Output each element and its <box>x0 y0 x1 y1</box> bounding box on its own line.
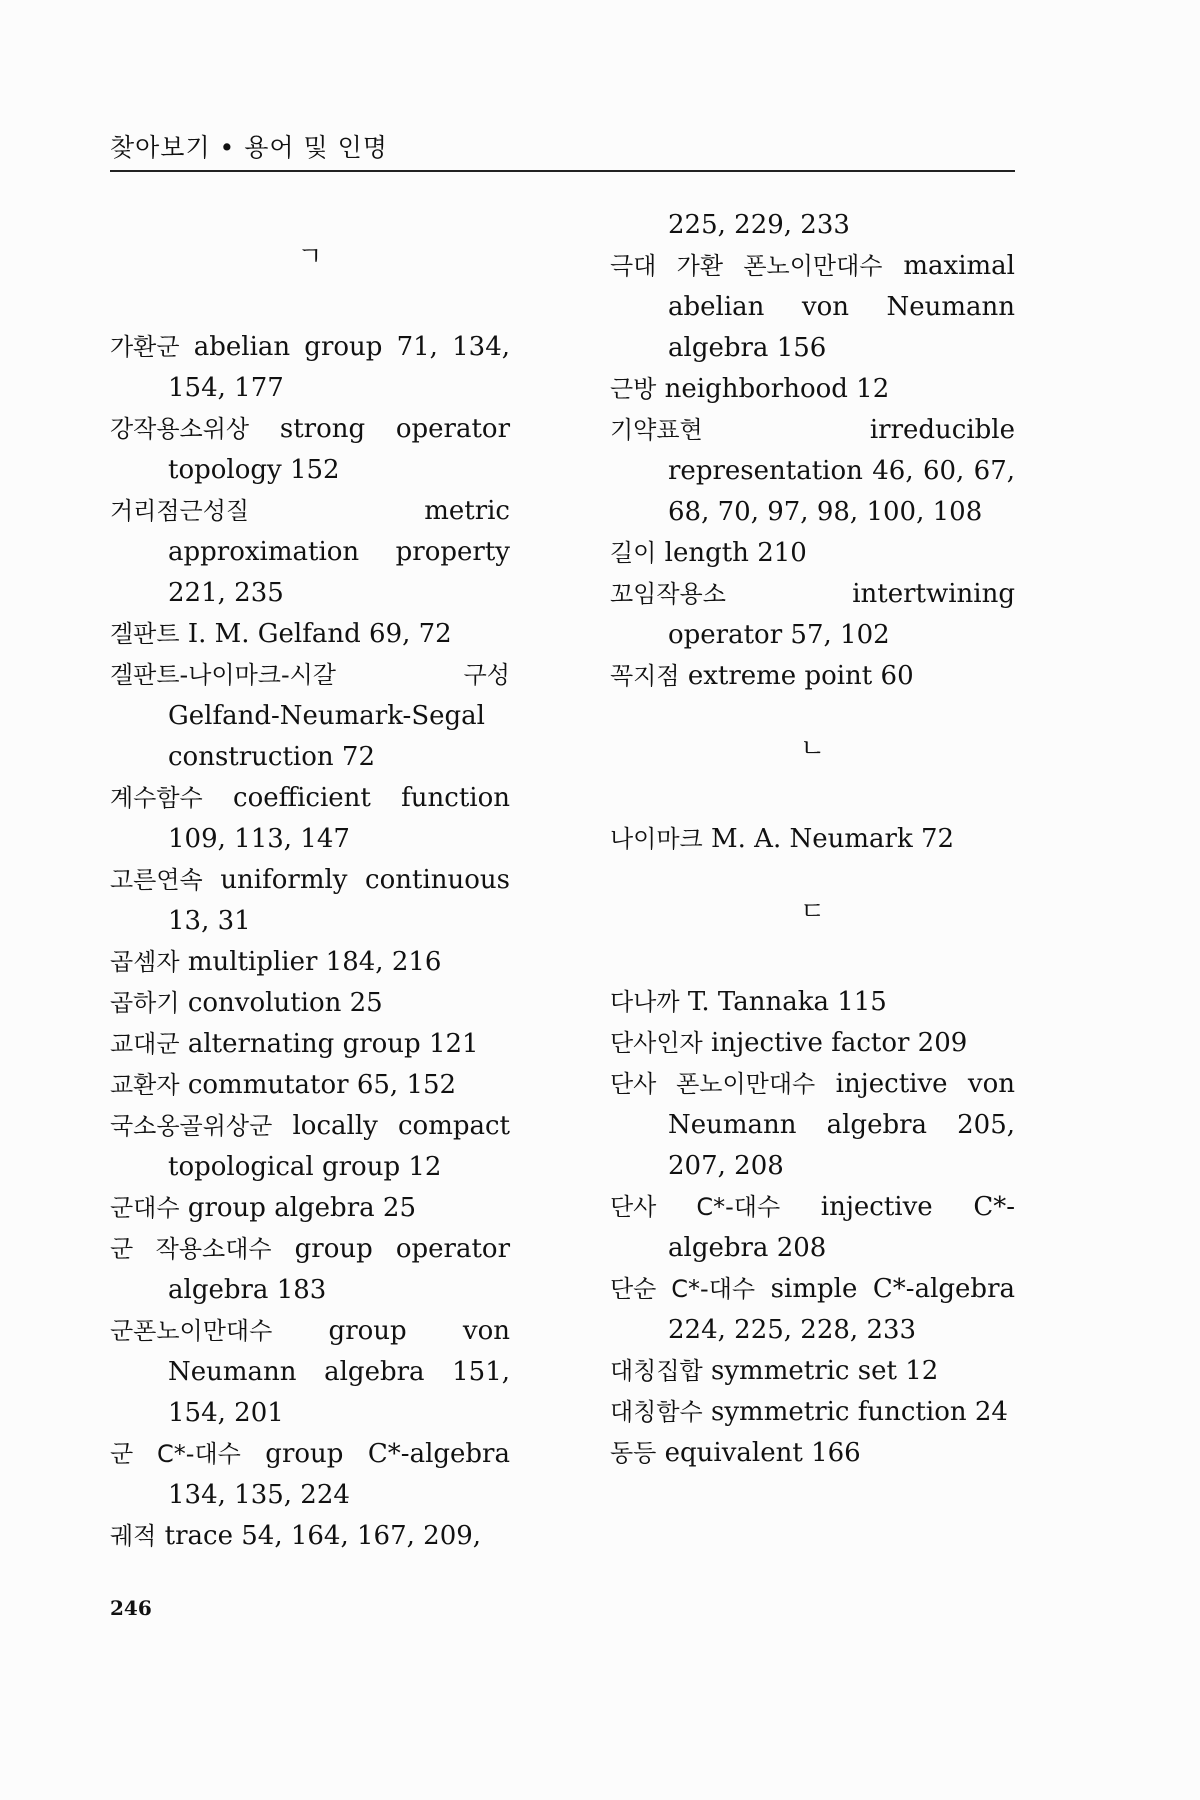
entry-english: abelian group <box>193 332 383 362</box>
entry-term: 강작용소위상 <box>110 415 250 443</box>
right-entry-list-g <box>610 246 1015 697</box>
entry-pages: 71, 134, 154, 177 <box>168 332 510 403</box>
entry-pages: 54, 164, 167, 209, <box>241 1521 482 1551</box>
entry-term: 기약표현 <box>610 416 703 444</box>
entry-term: 겔판트-나이마크-시갈 구성 <box>110 661 510 689</box>
entry-pages: 221, 235 <box>168 578 284 608</box>
entry-english: group operator algebra <box>168 1234 511 1305</box>
entry-pages: 109, 113, 147 <box>168 824 350 854</box>
entry-english: alternating group <box>187 1029 421 1059</box>
index-entry <box>610 410 1015 533</box>
entry-term: 군 C*-대수 <box>110 1440 241 1468</box>
entry-pages: 12 <box>408 1152 442 1182</box>
section-heading-n: ㄴ <box>799 734 826 764</box>
index-entry <box>610 574 1015 656</box>
entry-term: 꼬임작용소 <box>610 580 726 608</box>
entry-term: 곱하기 <box>110 989 180 1017</box>
index-entry <box>110 655 510 778</box>
entry-english: locally compact topological group <box>168 1111 511 1182</box>
right-entry-list-d <box>610 982 1015 1474</box>
entry-term: 가환군 <box>110 333 180 361</box>
index-entry <box>610 819 1015 860</box>
entry-pages: 151, 154, 201 <box>168 1357 510 1428</box>
entry-term: 군대수 <box>110 1194 180 1222</box>
entry-english: simple C*-algebra <box>770 1274 1015 1304</box>
entry-term: 단순 C*-대수 <box>610 1275 756 1303</box>
entry-pages: 60 <box>880 661 914 691</box>
entry-term: 교대군 <box>110 1030 180 1058</box>
entry-english: Gelfand-Neumark-Segal construction <box>168 701 485 772</box>
entry-pages: 46, 60, 67, 68, 70, 97, 98, 100, 108 <box>668 456 1015 527</box>
entry-term: 극대 가환 폰노이만대수 <box>610 252 883 280</box>
entry-english: group algebra <box>187 1193 375 1223</box>
entry-term: 곱셈자 <box>110 948 180 976</box>
index-entry <box>110 409 510 491</box>
entry-pages: 183 <box>276 1275 327 1305</box>
entry-english: symmetric set <box>711 1356 897 1386</box>
entry-pages: 208 <box>776 1233 827 1263</box>
entry-pages: 209 <box>917 1028 968 1058</box>
entry-pages: 69, 72 <box>369 619 452 649</box>
entry-pages: 65, 152 <box>356 1070 457 1100</box>
index-entry <box>110 1516 510 1557</box>
page-number: 246 <box>110 1596 152 1620</box>
entry-term: 단사인자 <box>610 1029 703 1057</box>
index-entry <box>610 246 1015 369</box>
entry-english: multiplier <box>187 947 318 977</box>
entry-english: convolution <box>187 988 342 1018</box>
index-entry <box>610 1064 1015 1187</box>
entry-pages: 166 <box>811 1438 861 1468</box>
entry-english: uniformly continuous <box>220 865 510 895</box>
entry-term: 길이 <box>610 539 657 567</box>
index-entry <box>110 778 510 860</box>
entry-term: 궤적 <box>110 1522 157 1550</box>
entry-pages: 72 <box>341 742 376 772</box>
entry-english: M. A. Neumark <box>711 824 913 854</box>
entry-english: injective von Neumann algebra <box>668 1069 1016 1140</box>
index-entry <box>110 860 510 942</box>
entry-pages: 13, 31 <box>168 906 251 936</box>
index-entry <box>610 1187 1015 1269</box>
entry-pages: 115 <box>837 987 887 1017</box>
entry-pages: 156 <box>776 333 827 363</box>
index-entry <box>610 533 1015 574</box>
index-entry <box>110 614 510 655</box>
index-entry <box>110 983 510 1024</box>
entry-english: commutator <box>187 1070 349 1100</box>
left-column <box>110 205 510 1557</box>
entry-term: 군폰노이만대수 <box>110 1317 273 1345</box>
index-entry <box>610 1433 1015 1474</box>
index-entry <box>110 327 510 409</box>
index-entry <box>610 1269 1015 1351</box>
index-entry <box>110 1434 510 1516</box>
index-entry <box>110 1024 510 1065</box>
entry-pages: 72 <box>920 824 955 854</box>
entry-term: 국소옹골위상군 <box>110 1112 273 1140</box>
entry-term: 대칭집합 <box>610 1357 703 1385</box>
entry-pages: 24 <box>974 1397 1008 1427</box>
entry-pages: 25 <box>382 1193 416 1223</box>
entry-english: metric approximation property <box>168 496 510 567</box>
index-entry <box>610 1351 1015 1392</box>
entry-term: 나이마크 <box>610 825 703 853</box>
index-entry <box>110 942 510 983</box>
running-header <box>110 128 1015 172</box>
entry-pages: 12 <box>905 1356 939 1386</box>
entry-english: strong operator topology <box>168 414 511 485</box>
right-entry-list-n <box>610 819 1015 860</box>
entry-term: 겔판트 <box>110 620 180 648</box>
entry-english: injective C*-algebra <box>668 1192 1015 1263</box>
index-entry <box>110 1065 510 1106</box>
entry-english: symmetric function <box>711 1397 967 1427</box>
entry-pages: 224, 225, 228, 233 <box>668 1315 917 1345</box>
entry-term: 교환자 <box>110 1071 180 1099</box>
left-entry-list <box>110 327 510 1557</box>
entry-term: 군 작용소대수 <box>110 1235 272 1263</box>
entry-english: I. M. Gelfand <box>187 619 361 649</box>
entry-pages: 134, 135, 224 <box>168 1480 350 1510</box>
index-entry <box>610 369 1015 410</box>
entry-english: coefficient function <box>233 783 510 813</box>
entry-term: 꼭지점 <box>610 662 680 690</box>
entry-term: 단사 C*-대수 <box>610 1193 781 1221</box>
index-entry <box>110 1311 510 1434</box>
entry-english: equivalent <box>664 1438 803 1468</box>
index-entry <box>110 1188 510 1229</box>
index-entry <box>610 656 1015 697</box>
entry-english: intertwining operator <box>668 579 1015 650</box>
entry-term: 대칭함수 <box>610 1398 703 1426</box>
entry-english: trace <box>164 1521 233 1551</box>
entry-pages: 25 <box>349 988 383 1018</box>
entry-english: injective factor <box>711 1028 910 1058</box>
entry-english: group C*-algebra <box>265 1439 510 1469</box>
entry-pages: 121 <box>428 1029 479 1059</box>
entry-english: irreducible representation <box>668 415 1015 486</box>
entry-term: 계수함수 <box>110 784 203 812</box>
entry-term: 고른연속 <box>110 866 203 894</box>
section-heading-g: ㄱ <box>297 242 323 272</box>
index-entry <box>110 1106 510 1188</box>
entry-pages: 57, 102 <box>790 620 890 650</box>
index-entry <box>610 1023 1015 1064</box>
entry-term: 단사 폰노이만대수 <box>610 1070 816 1098</box>
index-entry <box>610 1392 1015 1433</box>
entry-english: length <box>664 538 749 568</box>
entry-term: 근방 <box>610 375 657 403</box>
entry-term: 동등 <box>610 1439 657 1467</box>
index-entry <box>110 1229 510 1311</box>
index-entry <box>110 491 510 614</box>
entry-english: extreme point <box>687 661 873 691</box>
entry-pages: 184, 216 <box>325 947 442 977</box>
entry-pages: 205, 207, 208 <box>668 1110 1015 1181</box>
entry-pages: 210 <box>757 538 807 568</box>
entry-english: neighborhood <box>664 374 848 404</box>
entry-pages: 152 <box>289 455 340 485</box>
section-heading-d: ㄷ <box>799 897 826 927</box>
index-entry <box>610 982 1015 1023</box>
continuation-pages: 225, 229, 233 <box>668 210 850 240</box>
entry-term: 거리점근성질 <box>110 497 250 525</box>
entry-pages: 12 <box>856 374 890 404</box>
entry-english: maximal abelian von Neumann algebra <box>668 251 1015 363</box>
entry-term: 다나까 <box>610 988 680 1016</box>
entry-english: T. Tannaka <box>687 987 829 1017</box>
entry-english: group von Neumann algebra <box>168 1316 510 1387</box>
right-column <box>610 205 1015 1474</box>
header-title: 찾아보기 • 용어 및 인명 <box>110 133 388 162</box>
